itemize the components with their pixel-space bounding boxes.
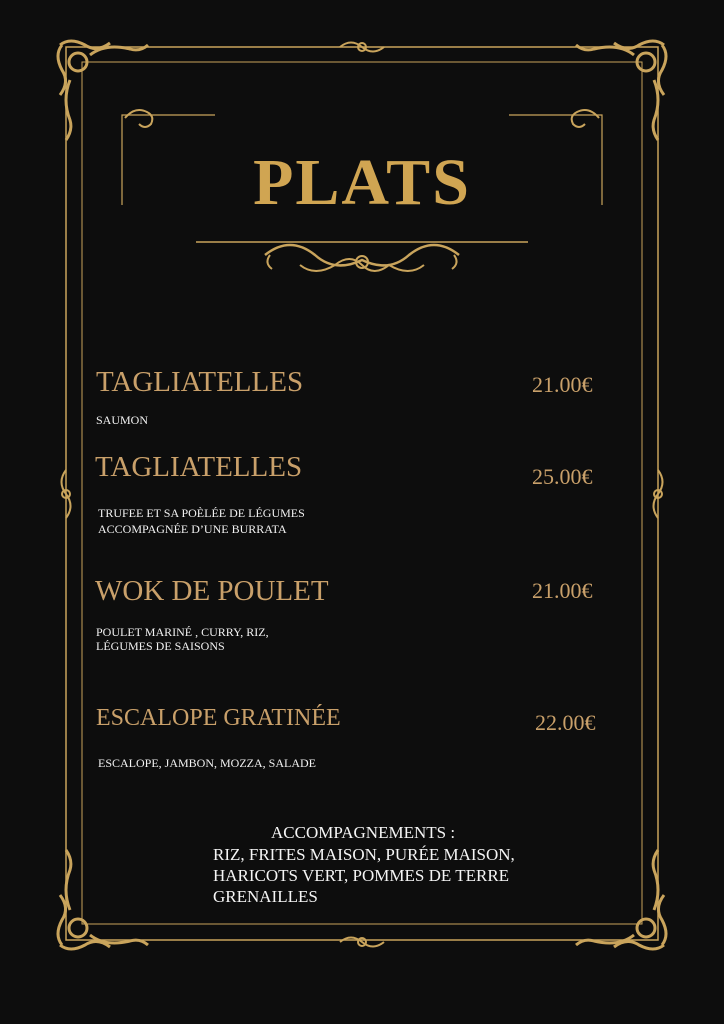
dish-price: 25.00€ xyxy=(532,464,593,489)
dish-name: WOK DE POULET xyxy=(95,575,329,607)
dish-description: LÉGUMES DE SAISONS xyxy=(96,639,225,653)
corner-ornament-icon xyxy=(58,41,148,140)
accompagnements-line: HARICOTS VERT, POMMES DE TERRE xyxy=(213,866,510,885)
dish-name: TAGLIATELLES xyxy=(95,451,303,483)
dish-description: POULET MARINÉ , CURRY, RIZ, xyxy=(96,625,269,639)
dish-name: ESCALOPE GRATINÉE xyxy=(96,705,341,731)
accompagnements-line: RIZ, FRITES MAISON, PURÉE MAISON, xyxy=(213,845,515,864)
dish-name: TAGLIATELLES xyxy=(96,366,304,398)
dish-price: 22.00€ xyxy=(535,710,596,735)
page-title: PLATS xyxy=(253,146,471,219)
dish-description: ACCOMPAGNÉE D’UNE BURRATA xyxy=(98,522,287,536)
dish-description: ESCALOPE, JAMBON, MOZZA, SALADE xyxy=(98,756,317,770)
dish-description: TRUFEE ET SA POÈLÉE DE LÉGUMES xyxy=(98,506,305,520)
dish-price: 21.00€ xyxy=(532,372,593,397)
accompagnements-line: GRENAILLES xyxy=(213,887,318,906)
accompagnements-heading: ACCOMPAGNEMENTS : xyxy=(271,823,456,842)
dish-price: 21.00€ xyxy=(532,578,593,603)
dish-description: SAUMON xyxy=(96,413,149,427)
